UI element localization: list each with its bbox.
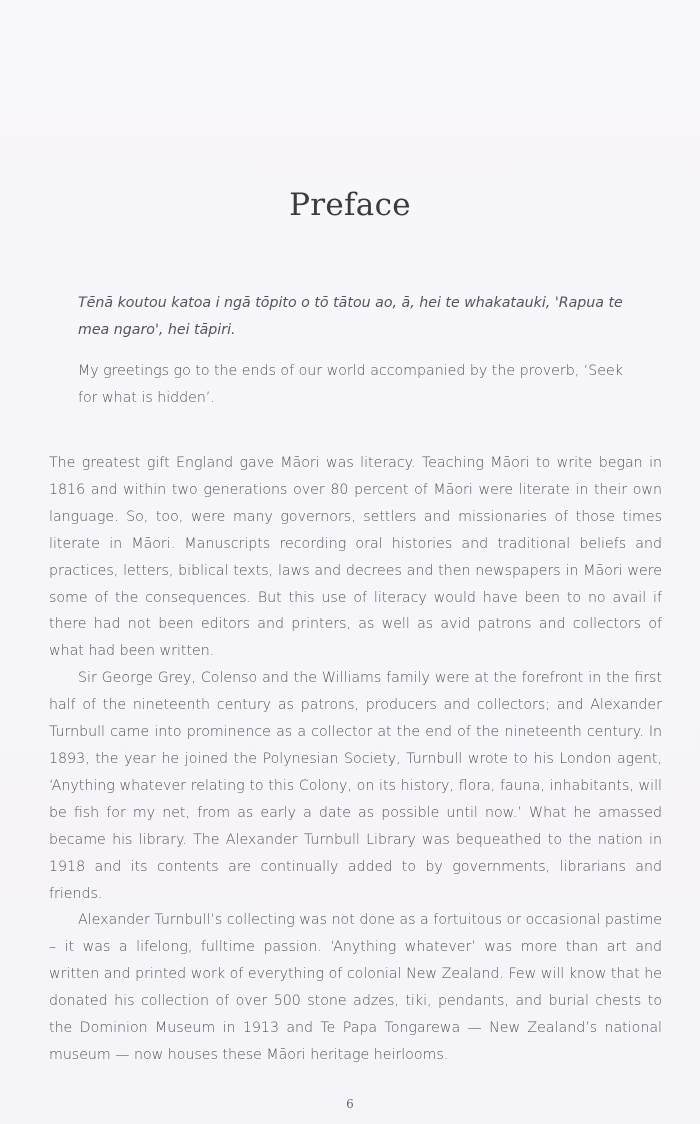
paragraph-2: Sir George Grey, Colenso and the Williams family were at the forefront in the first half of the nineteenth century as patrons, producers and collectors; and Alexander Turnbull came into prominence as a collector at the end of the nineteenth century. In 1893, the year he joined the Polynesian Society, Turnbull wrote to his London agent, ‘Anything whatever relating to this Colony, on its history, flora, fauna, inhabitants, will be fish for my net, from as early a date as possible until now.’ What he amassed became his library. The Alexander Turnbull Library was bequeathed to the nation in 1918 and its contents are continually added to by governments, librarians and friends. — [49, 670, 662, 902]
paragraph-3: Alexander Turnbull’s collecting was not done as a fortuitous or occasional pastime – it was a lifelong, fulltime passion. ‘Anything whatever’ was more than art and written and printed work of everything of colonial New Zealand. Few will know that he donated his collection of over 500 stone adzes, tiki, pendants, and burial chests to the Dominion Museum in 1913 and Te Papa Tongarewa — New Zealand’s national museum — now houses these Māori heritage heirlooms. — [49, 912, 662, 1063]
body-text — [49, 450, 662, 1069]
epigraph-english: My greetings go to the ends of our world accompanied by the proverb, ‘Seek for what is hidden’. — [78, 363, 623, 406]
paragraph-1: The greatest gift England gave Māori was literacy. Teaching Māori to write began in 1816 and within two generations over 80 percent of Māori were literate in their own language. So, too, were many governors, settlers and missionaries of those times literate in Māori. Manuscripts recording oral histories and traditional beliefs and practices, letters, biblical texts, laws and decrees and then newspapers in Māori were some of the consequences. But this use of literacy would have been to no avail if there had not been editors and printers, as well as avid patrons and collectors of what had been written. — [49, 455, 662, 660]
epigraph-maori: Tēnā koutou katoa i ngā tōpito o tō tātou ao, ā, hei te whakatauki, 'Rapua te mea ngaro', hei tāpiri. — [78, 295, 623, 338]
page-title: Preface — [289, 187, 411, 223]
page-number: 6 — [346, 1097, 354, 1111]
